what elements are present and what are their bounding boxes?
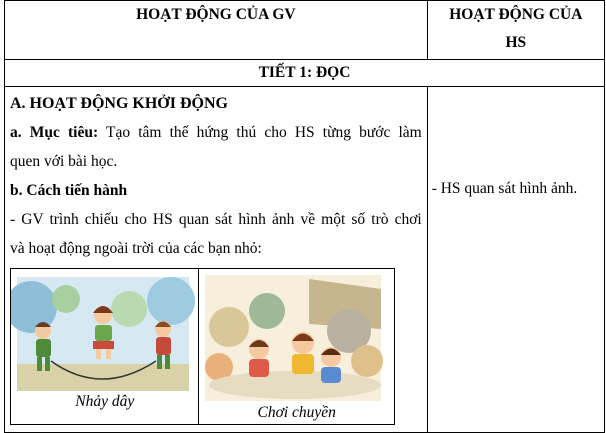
image-table bbox=[10, 268, 395, 425]
hs-header-title-line1: HOẠT ĐỘNG CỦA bbox=[449, 6, 583, 23]
caption-playing: Chơi chuyền bbox=[257, 404, 336, 421]
cach-tien-hanh-title: b. Cách tiến hành bbox=[10, 182, 128, 199]
muc-tieu-line2: quen với bài học. bbox=[10, 153, 118, 170]
gv-header-title: HOẠT ĐỘNG CỦA GV bbox=[136, 6, 296, 23]
content-row bbox=[5, 87, 605, 433]
muc-tieu-line1 bbox=[10, 118, 422, 147]
jump-rope-illustration bbox=[11, 269, 195, 391]
hs-header-cell bbox=[427, 1, 604, 60]
muc-tieu-label: a. Mục tiêu: bbox=[10, 124, 99, 141]
muc-tieu-text: Tạo tâm thế hứng thú cho HS từng bước làm bbox=[98, 124, 422, 141]
playing-game-illustration bbox=[199, 269, 389, 402]
gv-header-cell bbox=[5, 1, 428, 60]
image-cell-playing bbox=[199, 269, 395, 425]
hs-header-title-line2: HS bbox=[505, 34, 527, 51]
header-row bbox=[5, 1, 605, 60]
hs-activity-text: - HS quan sát hình ảnh. bbox=[431, 180, 578, 197]
tiet-row bbox=[5, 60, 605, 87]
hs-content-cell bbox=[427, 87, 604, 433]
lesson-page bbox=[4, 0, 606, 429]
gv-text-line2: và hoạt động ngoài trời của các bạn nhỏ: bbox=[10, 240, 262, 257]
tiet-title: TIẾT 1: ĐỌC bbox=[258, 64, 351, 81]
gv-content-cell bbox=[5, 87, 428, 433]
section-a-title: A. HOẠT ĐỘNG KHỞI ĐỘNG bbox=[10, 95, 228, 112]
lesson-table bbox=[4, 0, 605, 433]
caption-jump-rope: Nhảy dây bbox=[75, 393, 135, 410]
gv-text-line1: - GV trình chiếu cho HS quan sát hình ảnh về một số trò chơi bbox=[10, 211, 422, 228]
tiet-cell bbox=[5, 60, 605, 87]
image-cell-jump-rope bbox=[11, 269, 199, 425]
